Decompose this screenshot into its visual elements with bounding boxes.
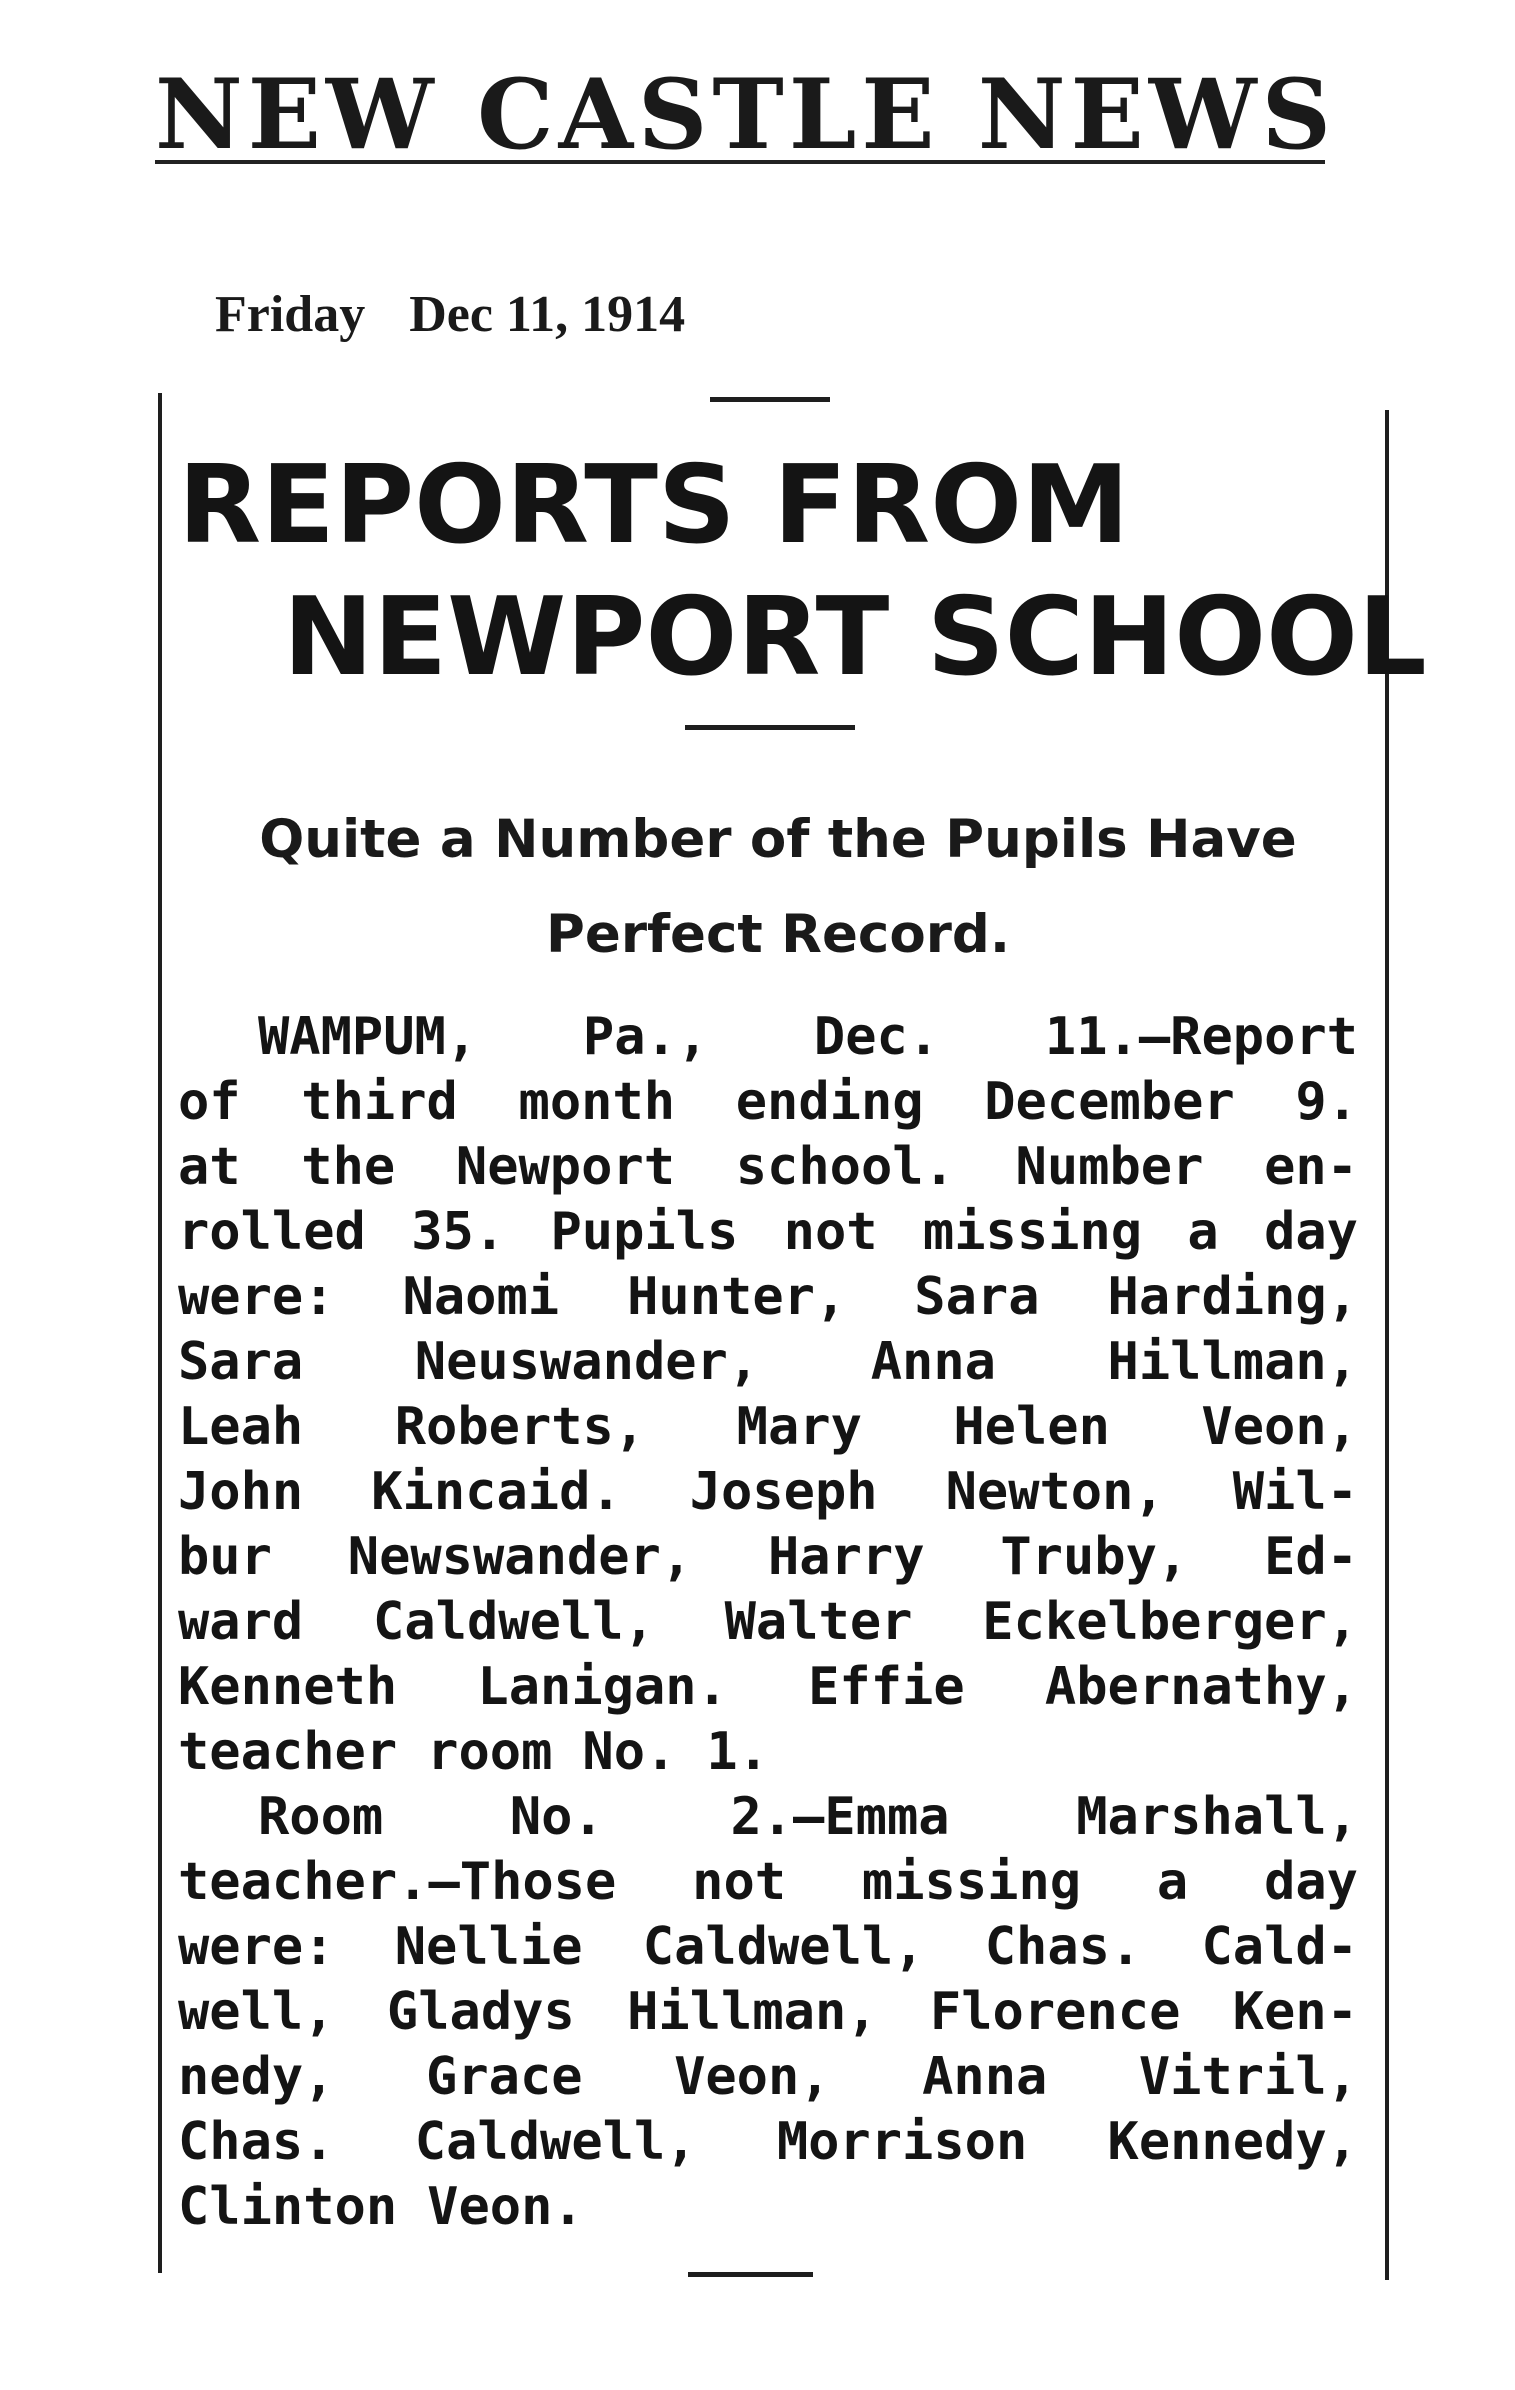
article-word: well,	[178, 1982, 335, 2042]
article-word: Sara	[914, 1267, 1040, 1327]
article-word: Chas.	[178, 2112, 335, 2172]
article-word: Abernathy,	[1044, 1657, 1358, 1717]
article-line	[178, 1720, 1358, 1785]
article-word: missing	[922, 1202, 1143, 1262]
article-line	[178, 1005, 1358, 1070]
article-word: month	[518, 1072, 676, 1132]
article-word: Anna	[870, 1332, 996, 1392]
article-word: not	[783, 1202, 878, 1262]
subheadline-line-1: Quite a Number of the Pupils Have	[259, 809, 1297, 870]
headline-line-1: REPORTS FROM	[178, 443, 1130, 568]
article-word: not	[692, 1852, 787, 1912]
article-word: Hillman,	[627, 1982, 878, 2042]
article-word: teacher.—Those	[178, 1852, 617, 1912]
dateline	[215, 280, 685, 350]
article-word: Marshall,	[1076, 1787, 1358, 1847]
article-word: Walter	[724, 1592, 913, 1652]
article-word: Morrison	[776, 2112, 1028, 2172]
separator-dash-bottom	[688, 2272, 813, 2277]
article-line	[178, 1200, 1358, 1265]
article-word: Wil-	[1232, 1462, 1358, 1522]
article-word: John	[178, 1462, 304, 1522]
article-line	[178, 1265, 1358, 1330]
article-word: Effie	[808, 1657, 965, 1717]
article-word: 1.	[706, 1722, 769, 1782]
article-word: Harry	[767, 1527, 925, 1587]
article-line	[178, 2175, 1358, 2240]
masthead-rule	[155, 160, 1325, 164]
article-word: Helen	[953, 1397, 1110, 1457]
article-word: Kincaid.	[371, 1462, 622, 1522]
article-word: room	[427, 1722, 553, 1782]
article-word: 2.—Emma	[730, 1787, 950, 1847]
article-word: December	[984, 1072, 1235, 1132]
article-word: of	[178, 1072, 241, 1132]
dateline-date: Dec 11, 1914	[409, 286, 686, 343]
article-body	[178, 1005, 1358, 2240]
article-word: Ken-	[1232, 1982, 1358, 2042]
article-word: Harding,	[1107, 1267, 1358, 1327]
article-word: 11.—Report	[1044, 1007, 1358, 1067]
article-word: Kennedy,	[1107, 2112, 1358, 2172]
article-line	[178, 1525, 1358, 1590]
article-line	[178, 1655, 1358, 1720]
article-word: Clinton	[178, 2177, 398, 2237]
article-word: day	[1264, 1852, 1358, 1912]
article-word: Nellie	[394, 1917, 583, 1977]
separator-dash-middle	[685, 725, 855, 730]
article-word: Veon.	[427, 2177, 584, 2237]
article-line	[178, 1590, 1358, 1655]
article-word: Newswander,	[347, 1527, 693, 1587]
article-word: Newton,	[945, 1462, 1165, 1522]
article-word: Veon,	[1201, 1397, 1358, 1457]
article-line	[178, 1850, 1358, 1915]
article-line	[178, 1330, 1358, 1395]
article-word: ending	[735, 1072, 924, 1132]
article-word: the	[301, 1137, 396, 1197]
article-word: Grace	[426, 2047, 583, 2107]
article-word: school.	[735, 1137, 955, 1197]
article-word: Cald-	[1201, 1917, 1358, 1977]
article-word: day	[1264, 1202, 1358, 1262]
article-word: Veon,	[674, 2047, 831, 2107]
article-word: Florence	[929, 1982, 1181, 2042]
subheadline	[178, 792, 1378, 982]
article-word: Hillman,	[1107, 1332, 1358, 1392]
article-word: Anna	[922, 2047, 1048, 2107]
article-word: Kenneth	[178, 1657, 398, 1717]
article-word: teacher	[178, 1722, 398, 1782]
article-line	[178, 1785, 1358, 1850]
article-word: ward	[178, 1592, 304, 1652]
article-word: 9.	[1295, 1072, 1358, 1132]
article-line	[178, 1980, 1358, 2045]
article-word: Pa.,	[582, 1007, 709, 1067]
article-word: third	[301, 1072, 458, 1132]
article-word: Pupils	[550, 1202, 739, 1262]
dateline-day: Friday	[215, 286, 366, 343]
article-line	[178, 1460, 1358, 1525]
article-word: bur	[178, 1527, 272, 1587]
article-word: Newport	[455, 1137, 676, 1197]
article-word: Number	[1015, 1137, 1204, 1197]
article-word: 35.	[411, 1202, 506, 1262]
article-line	[178, 1915, 1358, 1980]
article-word: Naomi	[402, 1267, 560, 1327]
article-word: No.	[509, 1787, 604, 1847]
article-word: Leah	[178, 1397, 304, 1457]
column-rule-left	[158, 393, 162, 2273]
article-word: Neuswander,	[414, 1332, 760, 1392]
article-word: Chas.	[984, 1917, 1142, 1977]
article-word: were:	[178, 1267, 335, 1327]
article-word: Ed-	[1264, 1527, 1358, 1587]
article-word: Joseph	[689, 1462, 878, 1522]
headline-line-2: NEWPORT SCHOOL	[283, 575, 1427, 700]
article-word: Caldwell,	[373, 1592, 655, 1652]
article-word: Hunter,	[627, 1267, 847, 1327]
masthead-title: NEW CASTLE NEWS	[155, 58, 1336, 171]
subheadline-line-2: Perfect Record.	[546, 904, 1010, 965]
article-word: Dec.	[813, 1007, 940, 1067]
article-word: en-	[1264, 1137, 1358, 1197]
article-line	[178, 2045, 1358, 2110]
article-word: Caldwell,	[642, 1917, 925, 1977]
article-word: Truby,	[1000, 1527, 1189, 1587]
article-word: Sara	[178, 1332, 304, 1392]
article-word: rolled	[178, 1202, 366, 1262]
article-word: Room	[258, 1787, 384, 1847]
article-word: were:	[178, 1917, 335, 1977]
article-line	[178, 1395, 1358, 1460]
article-line	[178, 1135, 1358, 1200]
article-word: Eckelberger,	[982, 1592, 1358, 1652]
article-word: a	[1187, 1202, 1219, 1262]
article-word: Caldwell,	[414, 2112, 697, 2172]
article-line	[178, 2110, 1358, 2175]
article-word: missing	[861, 1852, 1082, 1912]
article-word: a	[1156, 1852, 1189, 1912]
article-word: Roberts,	[394, 1397, 646, 1457]
article-word: Vitril,	[1138, 2047, 1358, 2107]
article-word: nedy,	[178, 2047, 335, 2107]
article-word: Mary	[736, 1397, 862, 1457]
article-word: at	[178, 1137, 241, 1197]
separator-dash-top	[710, 397, 830, 402]
article-word: WAMPUM,	[258, 1007, 478, 1067]
article-word: Gladys	[386, 1982, 575, 2042]
article-line	[178, 1070, 1358, 1135]
article-word: Lanigan.	[477, 1657, 728, 1717]
article-word: No.	[582, 1722, 677, 1782]
headline	[178, 440, 1427, 704]
